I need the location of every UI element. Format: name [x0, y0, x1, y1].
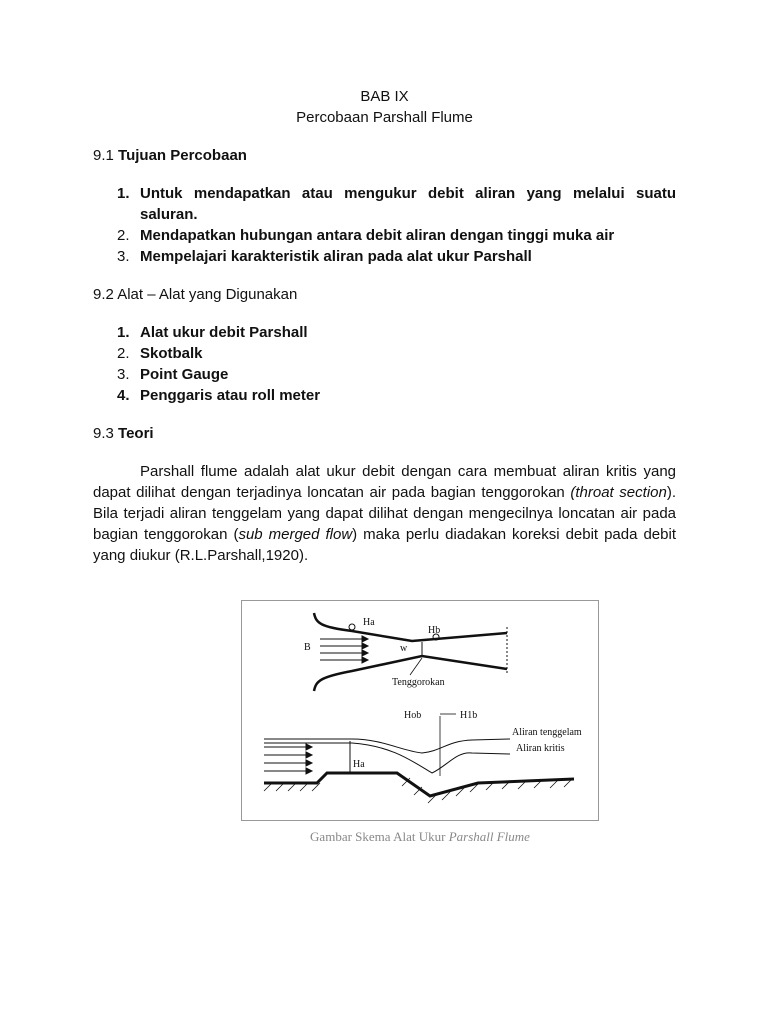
label-h1b: H1b [460, 710, 478, 721]
parshall-flume-figure [241, 600, 599, 821]
list-item-text: Point Gauge [140, 366, 229, 383]
list-item-text: Penggaris atau roll meter [140, 387, 321, 404]
label-aliran-tenggelam: Aliran tenggelam [512, 727, 582, 738]
list-item-number: 3. [117, 248, 130, 265]
list-item [93, 364, 676, 385]
label-aliran-kritis: Aliran kritis [516, 743, 565, 754]
list-item-number: 1. [117, 324, 130, 341]
theory-italic-2: sub merged flow [238, 526, 353, 543]
caption-text: Gambar Skema Alat Ukur [310, 829, 449, 844]
list-item [93, 246, 676, 267]
section-3-number: 9.3 [93, 425, 114, 442]
list-item-number: 3. [117, 366, 130, 383]
throat-pointer [410, 658, 422, 675]
list-item [93, 225, 676, 246]
document-page [93, 86, 676, 566]
figure-caption [241, 826, 599, 847]
section-1-number: 9.1 [93, 147, 114, 164]
list-item-number: 2. [117, 345, 130, 362]
gauge-ha-icon [349, 624, 355, 630]
plan-top-wall [314, 613, 507, 641]
label-w: w [400, 643, 408, 654]
label-ha-profile: Ha [353, 759, 365, 770]
theory-text-3: ) maka perlu diadakan koreksi debit pada debit yang diukur (R.L.Parshall,1920). [93, 526, 676, 564]
caption-italic: Parshall Flume [448, 829, 530, 844]
section-2-heading: 9.2 Alat – Alat yang Digunakan [93, 286, 298, 303]
list-item-number: 4. [117, 387, 130, 404]
profile-water-submerged [264, 739, 510, 753]
list-item [93, 343, 676, 364]
page-title: Percobaan Parshall Flume [296, 109, 473, 126]
list-item-text: Alat ukur debit Parshall [140, 324, 308, 341]
list-item [93, 183, 676, 225]
profile-channel-bed [264, 773, 574, 796]
section-3-title: Teori [118, 425, 154, 442]
plan-flow-arrows [320, 636, 368, 663]
label-tenggorokan: Tenggorokan [392, 677, 445, 688]
theory-paragraph [93, 461, 676, 566]
list-item-number: 2. [117, 227, 130, 244]
theory-text-1: Parshall flume adalah alat ukur debit dengan cara membuat aliran kritis yang dapat dilihat dengan terjadinya loncatan air pada bagian tenggorokan [93, 463, 676, 501]
section-1-title: Tujuan Percobaan [118, 147, 247, 164]
label-hob: Hob [404, 710, 422, 721]
list-item-text: Mendapatkan hubungan antara debit aliran dengan tinggi muka air [140, 227, 615, 244]
label-b: B [304, 642, 311, 653]
list-item-text: Untuk mendapatkan atau mengukur debit aliran yang melalui suatu saluran. [140, 185, 676, 223]
list-item [93, 385, 676, 406]
list-item [93, 322, 676, 343]
theory-italic-1: (throat section [570, 484, 667, 501]
section-1-heading [93, 145, 676, 166]
chapter-label: BAB IX [360, 88, 409, 105]
profile-flow-arrows [264, 744, 312, 774]
list-item-number: 1. [117, 185, 130, 202]
theory-text-2: ). Bila terjadi aliran tenggelam yang dapat dilihat dengan mengecilnya loncatan air pada bagian tenggorokan ( [93, 484, 677, 543]
objectives-list [93, 183, 676, 267]
label-hb: Hb [428, 625, 441, 636]
label-ha: Ha [363, 617, 375, 628]
list-item-text: Mempelajari karakteristik aliran pada alat ukur Parshall [140, 248, 532, 265]
list-item-text: Skotbalk [140, 345, 203, 362]
parshall-flume-diagram [242, 601, 600, 822]
section-3-heading [93, 423, 676, 444]
tools-list [93, 322, 676, 406]
